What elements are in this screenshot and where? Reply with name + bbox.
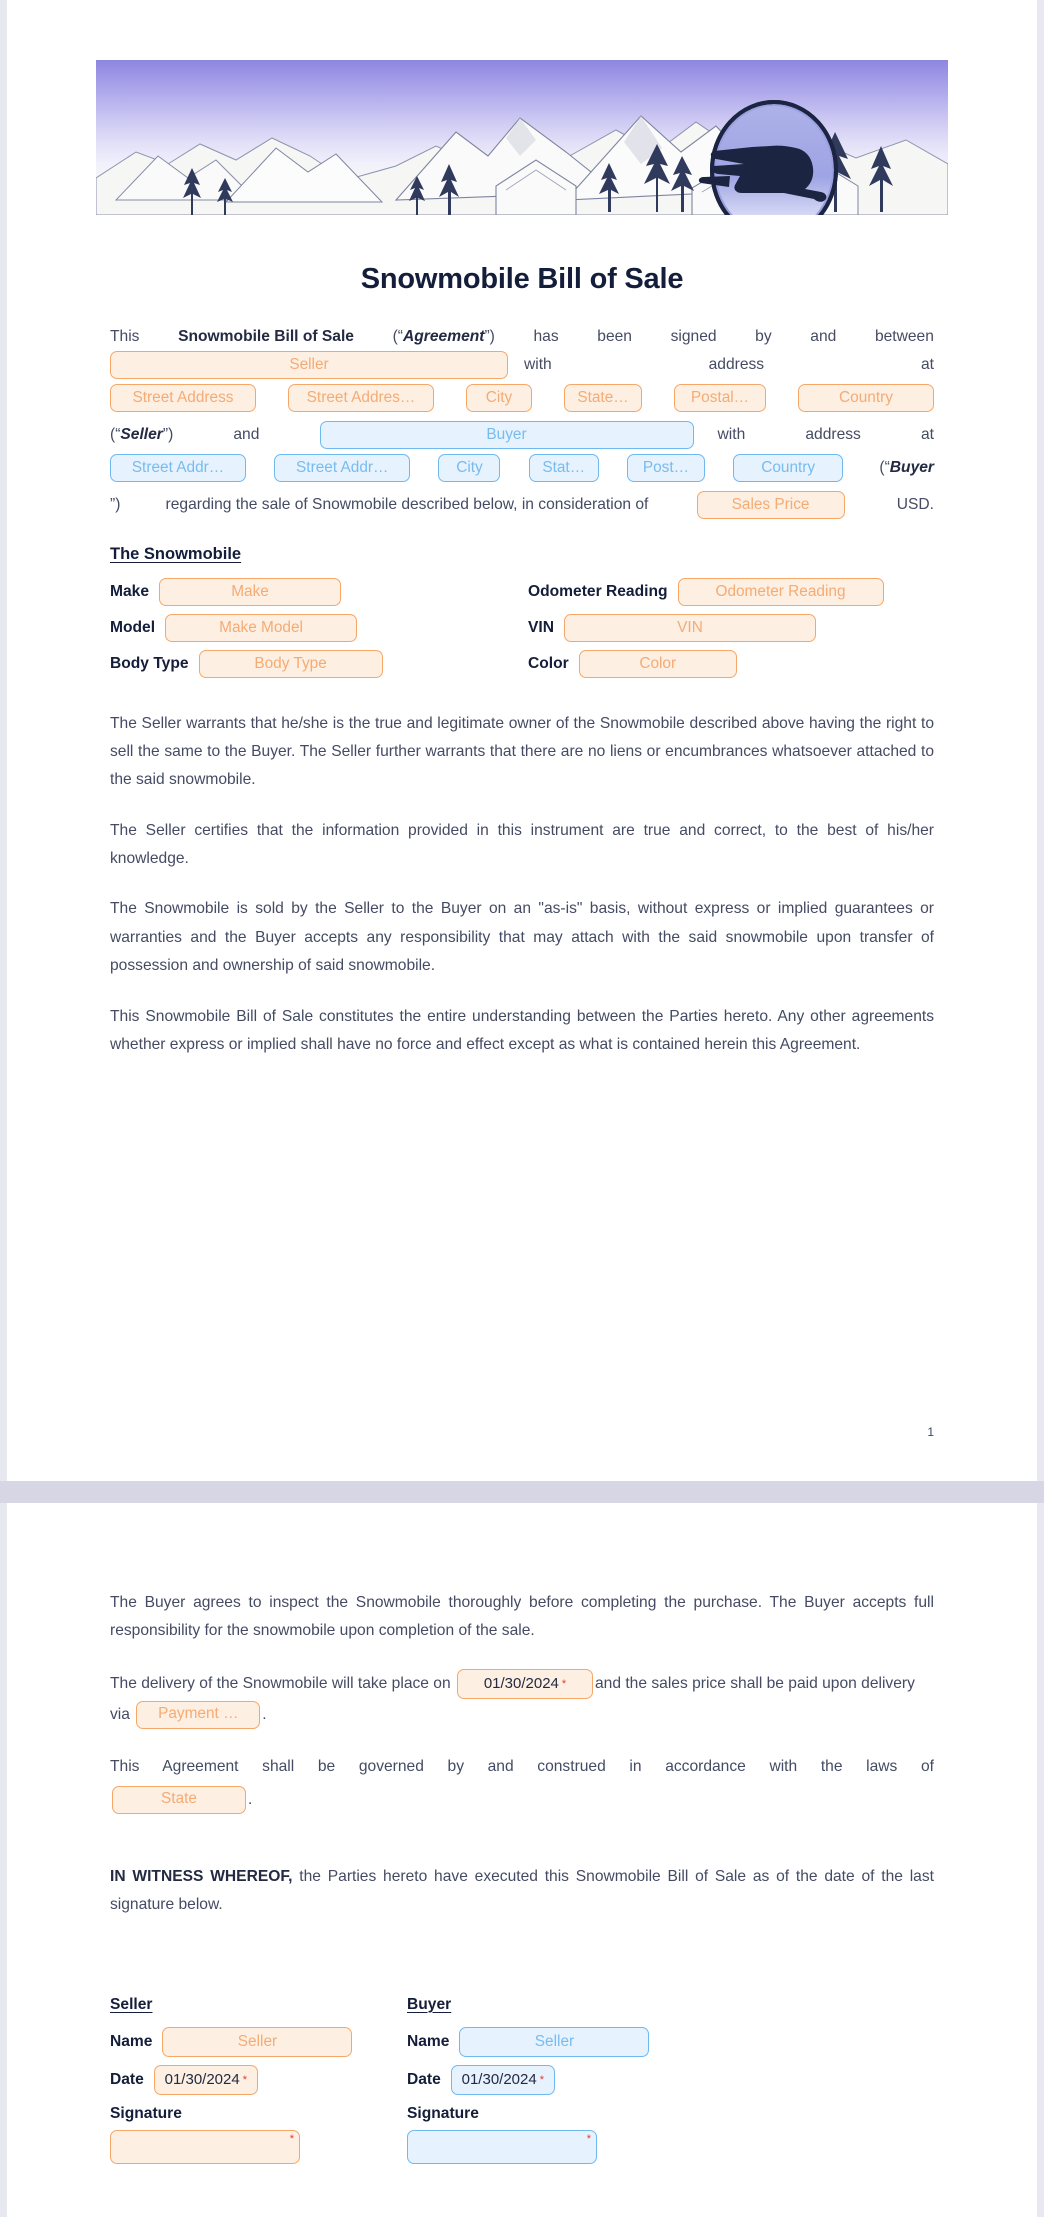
page-title: Snowmobile Bill of Sale	[360, 263, 684, 295]
snowmobile-section-heading: The Snowmobile	[110, 544, 242, 563]
buyer-name-label: Name	[407, 2032, 450, 2050]
seller-signature-date-input[interactable]	[154, 2065, 258, 2095]
delivery-text-b: and the sales price shall be paid upon delivery via	[110, 1674, 915, 1723]
buyer-term-close: ”)	[110, 495, 121, 513]
witness-paragraph	[110, 1863, 934, 1920]
buyer-address-row	[110, 454, 934, 482]
banner-container	[7, 0, 1037, 215]
odometer-label: Odometer Reading	[528, 582, 668, 600]
buyer-date-label: Date	[407, 2070, 441, 2088]
paragraph-as-is: The Snowmobile is sold by the Seller to the Buyer on an "as-is" basis, without express or implied guarantees or warranties and the Buyer accepts any responsibility that may attach with the said snowmobile upon transfer of possession and ownership of said snowmobile.	[110, 900, 934, 975]
document-page-2	[7, 1503, 1037, 2217]
seller-name-label: Name	[110, 2032, 153, 2050]
model-label: Model	[110, 618, 156, 636]
delivery-date-input[interactable]	[457, 1669, 593, 1699]
seller-street1-input[interactable]: Street Address	[110, 384, 256, 412]
seller-name-line	[110, 351, 934, 379]
label-with-buyer: with	[717, 425, 746, 443]
buyer-date-value: 01/30/2024	[461, 2071, 537, 2089]
buyer-street2-input[interactable]: Street Addr…	[274, 454, 410, 482]
signature-block	[110, 1996, 934, 2164]
buyer-name-row	[407, 2027, 934, 2057]
payment-method-input[interactable]: Payment …	[136, 1701, 260, 1729]
body-type-label: Body Type	[110, 654, 189, 672]
seller-date-row	[110, 2065, 407, 2095]
paragraph-warranty: The Seller warrants that he/she is the true and legitimate owner of the Snowmobile described above having the right to sell the same to the Buyer. The Seller further warrants that there are no liens or encumbrances whatsoever attached to the said snowmobile.	[110, 714, 934, 789]
seller-city-input[interactable]: City	[466, 384, 532, 412]
delivery-paragraph	[110, 1668, 934, 1730]
seller-address-row	[110, 384, 934, 412]
witness-bold-text: IN WITNESS WHEREOF,	[110, 1867, 293, 1885]
label-at-seller: at	[920, 355, 934, 373]
seller-signature-heading: Seller	[110, 1995, 153, 2013]
intro-text-between: between	[874, 328, 934, 345]
intro-text-doctype: Snowmobile Bill of Sale	[178, 328, 354, 345]
mountain-scene-icon	[96, 60, 948, 215]
snowmobile-logo-icon	[699, 102, 836, 215]
seller-date-label: Date	[110, 2070, 144, 2088]
buyer-postal-input[interactable]: Post…	[627, 454, 705, 482]
buyer-date-required-mark: *	[539, 2073, 544, 2086]
seller-signature-pad[interactable]	[110, 2130, 300, 2164]
label-address-buyer: address	[805, 425, 861, 443]
model-field-group	[110, 614, 528, 642]
paragraph-entire-agreement: This Snowmobile Bill of Sale constitutes the entire understanding between the Parties hereto. Any other agreements whether express or implied shall have no force and effect except as what is contained herein this Agreement.	[110, 1007, 934, 1053]
delivery-date-required-mark: *	[561, 1677, 567, 1690]
page-break-separator	[0, 1481, 1044, 1503]
document-page-1	[7, 0, 1037, 1481]
seller-state-input[interactable]: State…	[564, 384, 642, 412]
make-input[interactable]: Make	[159, 578, 341, 606]
delivery-text-c: .	[262, 1705, 267, 1723]
delivery-date-value: 01/30/2024	[483, 1674, 559, 1692]
paragraph-inspection: The Buyer agrees to inspect the Snowmobile thoroughly before completing the purchase. The Buyer accepts full responsibility for the snowmobile upon completion of the sale.	[110, 1594, 934, 1640]
label-address-seller: address	[708, 355, 765, 373]
vin-input[interactable]: VIN	[564, 614, 816, 642]
buyer-city-input[interactable]: City	[438, 454, 500, 482]
seller-signature-required-mark: *	[289, 2132, 294, 2145]
seller-street2-input[interactable]: Street Addres…	[288, 384, 434, 412]
seller-signature-column	[110, 1996, 407, 2164]
odometer-input[interactable]: Odometer Reading	[678, 578, 884, 606]
intro-text-been: been	[597, 328, 632, 345]
odometer-field-group	[528, 578, 934, 606]
buyer-defined-term: (“Buyer	[879, 458, 934, 476]
governing-state-input[interactable]: State	[112, 1786, 246, 1814]
intro-section	[110, 329, 934, 519]
seller-date-value: 01/30/2024	[164, 2071, 240, 2089]
intro-text-by: by	[755, 328, 772, 345]
vin-label: VIN	[528, 618, 554, 636]
seller-date-required-mark: *	[242, 2073, 247, 2086]
color-label: Color	[528, 654, 569, 672]
buyer-signature-heading: Buyer	[407, 1995, 452, 2013]
seller-name-input[interactable]: Seller	[110, 351, 508, 379]
delivery-text-a: The delivery of the Snowmobile will take place on	[110, 1674, 451, 1692]
sales-price-line	[110, 491, 934, 519]
make-label: Make	[110, 582, 150, 600]
intro-line-1	[110, 329, 934, 345]
intro-text-signed: signed	[670, 328, 717, 345]
page-number: 1	[927, 1425, 934, 1439]
vin-field-group	[528, 614, 934, 642]
buyer-signature-date-input[interactable]	[451, 2065, 555, 2095]
buyer-date-row	[407, 2065, 934, 2095]
seller-country-input[interactable]: Country	[798, 384, 934, 412]
governing-law-period: .	[248, 1790, 253, 1808]
seller-signature-label: Signature	[110, 2104, 182, 2122]
buyer-state-input[interactable]: Stat…	[529, 454, 599, 482]
buyer-signature-required-mark: *	[586, 2132, 591, 2145]
buyer-signature-label: Signature	[407, 2104, 479, 2122]
buyer-name-line	[110, 421, 934, 449]
intro-text-and: and	[810, 328, 837, 345]
seller-postal-input[interactable]: Postal…	[674, 384, 766, 412]
label-and-buyer: and	[233, 425, 260, 443]
seller-signature-name-input[interactable]: Seller	[162, 2027, 352, 2057]
color-field-group	[528, 650, 934, 678]
buyer-signature-name-input[interactable]: Seller	[459, 2027, 649, 2057]
label-usd: USD.	[896, 495, 934, 513]
model-input[interactable]: Make Model	[165, 614, 357, 642]
intro-tail-text: regarding the sale of Snowmobile described below, in consideration of	[165, 495, 649, 513]
body-type-input[interactable]: Body Type	[199, 650, 383, 678]
buyer-signature-pad[interactable]	[407, 2130, 597, 2164]
buyer-signature-column	[407, 1996, 934, 2164]
paragraph-certify: The Seller certifies that the information provided in this instrument are true and correct, to the best of his/her knowledge.	[110, 821, 934, 868]
label-with-seller: with	[524, 355, 552, 373]
governing-law-text: This Agreement shall be governed by and construed in accordance with the laws of	[110, 1758, 934, 1776]
seller-defined-term: (“Seller”)	[110, 425, 174, 443]
label-at-buyer: at	[920, 425, 934, 443]
intro-text-this: This	[110, 328, 140, 345]
seller-name-row	[110, 2027, 407, 2057]
intro-text-paren-open: (“Agreement”)	[392, 328, 495, 345]
governing-law-paragraph	[110, 1752, 934, 1815]
mountain-banner-image	[96, 60, 948, 215]
buyer-country-input[interactable]: Country	[733, 454, 843, 482]
color-input[interactable]: Color	[579, 650, 737, 678]
sales-price-input[interactable]: Sales Price	[697, 491, 845, 519]
buyer-name-input[interactable]: Buyer	[320, 421, 694, 449]
make-field-group	[110, 578, 528, 606]
body-type-field-group	[110, 650, 528, 678]
buyer-street1-input[interactable]: Street Addr…	[110, 454, 246, 482]
snowmobile-details-grid	[110, 578, 934, 678]
witness-rest-text: the Parties hereto have executed this Snowmobile Bill of Sale as of the date of the last signature below.	[110, 1867, 934, 1914]
intro-text-has: has	[533, 328, 559, 345]
